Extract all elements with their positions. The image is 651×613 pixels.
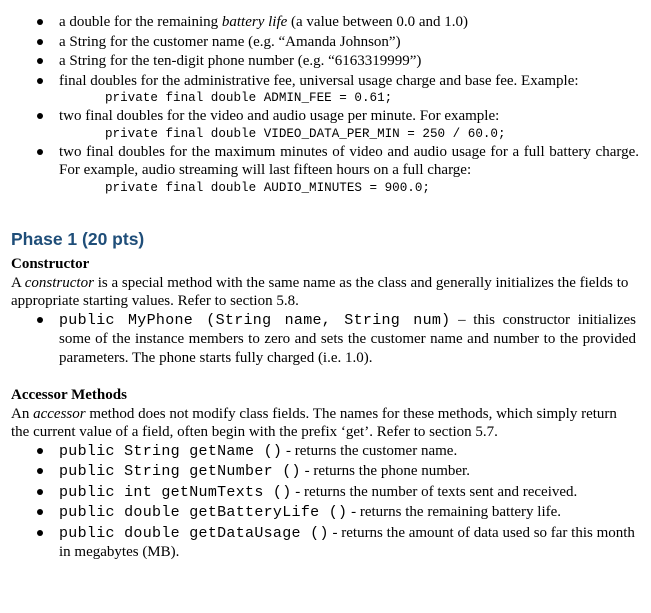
- bullet-icon: [37, 113, 43, 119]
- section-heading: Constructor: [11, 256, 90, 272]
- bullet-icon: [37, 489, 43, 495]
- code-example: private final double ADMIN_FEE = 0.61;: [105, 91, 393, 105]
- phase-title: Phase 1 (20 pts): [11, 229, 145, 249]
- list-item: public String getName () - returns the customer name.: [59, 442, 636, 462]
- accessor-list: [59, 442, 636, 562]
- constructor-section: [11, 255, 636, 368]
- bullet-icon: [37, 468, 43, 474]
- method-signature: public String getName (): [59, 442, 283, 460]
- section-intro: An accessor method does not modify class fields. The names for these methods, which simply return the current value of a field, often begin with the prefix ‘get’. Refer to section 5.7.: [11, 405, 617, 440]
- method-signature: public String getNumber (): [59, 463, 301, 480]
- bullet-icon: [37, 58, 43, 64]
- bullet-icon: [37, 149, 43, 155]
- list-item: a double for the remaining battery life (a value between 0.0 and 1.0): [59, 13, 639, 32]
- section-intro: A constructor is a special method with the same name as the class and generally initializes the fields to appropriate starting values. Refer to section 5.8.: [11, 274, 629, 309]
- bullet-icon: [37, 509, 43, 515]
- list-item: two final doubles for the maximum minutes of video and audio usage for a full battery charge. For example, audio streaming will last fifteen hours on a full charge: private final double AUDIO_MINUTES = 900.0;: [59, 143, 639, 196]
- list-item: final doubles for the administrative fee, universal usage charge and base fee. Example: private final double ADMIN_FEE = 0.61;: [59, 72, 639, 107]
- list-item: public double getBatteryLife () - returns the remaining battery life.: [59, 503, 636, 523]
- method-signature: public double getBatteryLife (): [59, 504, 348, 521]
- list-item: a String for the ten-digit phone number (e.g. “6163319999”): [59, 52, 639, 71]
- bullet-icon: [37, 39, 43, 45]
- constructor-list: [59, 311, 636, 368]
- list-item: a String for the customer name (e.g. “Amanda Johnson”): [59, 33, 639, 52]
- method-signature: public MyPhone (String name, String num): [59, 311, 451, 329]
- bullet-icon: [37, 19, 43, 25]
- bullet-icon: [37, 317, 43, 323]
- code-example: private final double AUDIO_MINUTES = 900.0;: [105, 180, 430, 195]
- section-heading: Accessor Methods: [11, 387, 127, 403]
- bullet-icon: [37, 448, 43, 454]
- list-item: two final doubles for the video and audio usage per minute. For example: private final double VIDEO_DATA_PER_MIN = 250 / 60.0;: [59, 107, 639, 142]
- accessor-section: [11, 386, 636, 563]
- list-item: public double getDataUsage () - returns the amount of data used so far this month in megabytes (MB).: [59, 524, 636, 562]
- fields-list: [59, 13, 639, 197]
- method-signature: public int getNumTexts (): [59, 483, 292, 501]
- code-example: private final double VIDEO_DATA_PER_MIN = 250 / 60.0;: [105, 126, 506, 141]
- method-signature: public double getDataUsage (): [59, 524, 329, 542]
- list-item: public MyPhone (String name, String num) – this constructor initializes some of the instance members to zero and sets the customer name and number to the provided parameters. The phone starts fully charged (i.e. 1.0).: [59, 311, 636, 368]
- list-item: public int getNumTexts () - returns the number of texts sent and received.: [59, 483, 636, 503]
- list-item: public String getNumber () - returns the phone number.: [59, 462, 636, 482]
- bullet-icon: [37, 530, 43, 536]
- bullet-icon: [37, 78, 43, 84]
